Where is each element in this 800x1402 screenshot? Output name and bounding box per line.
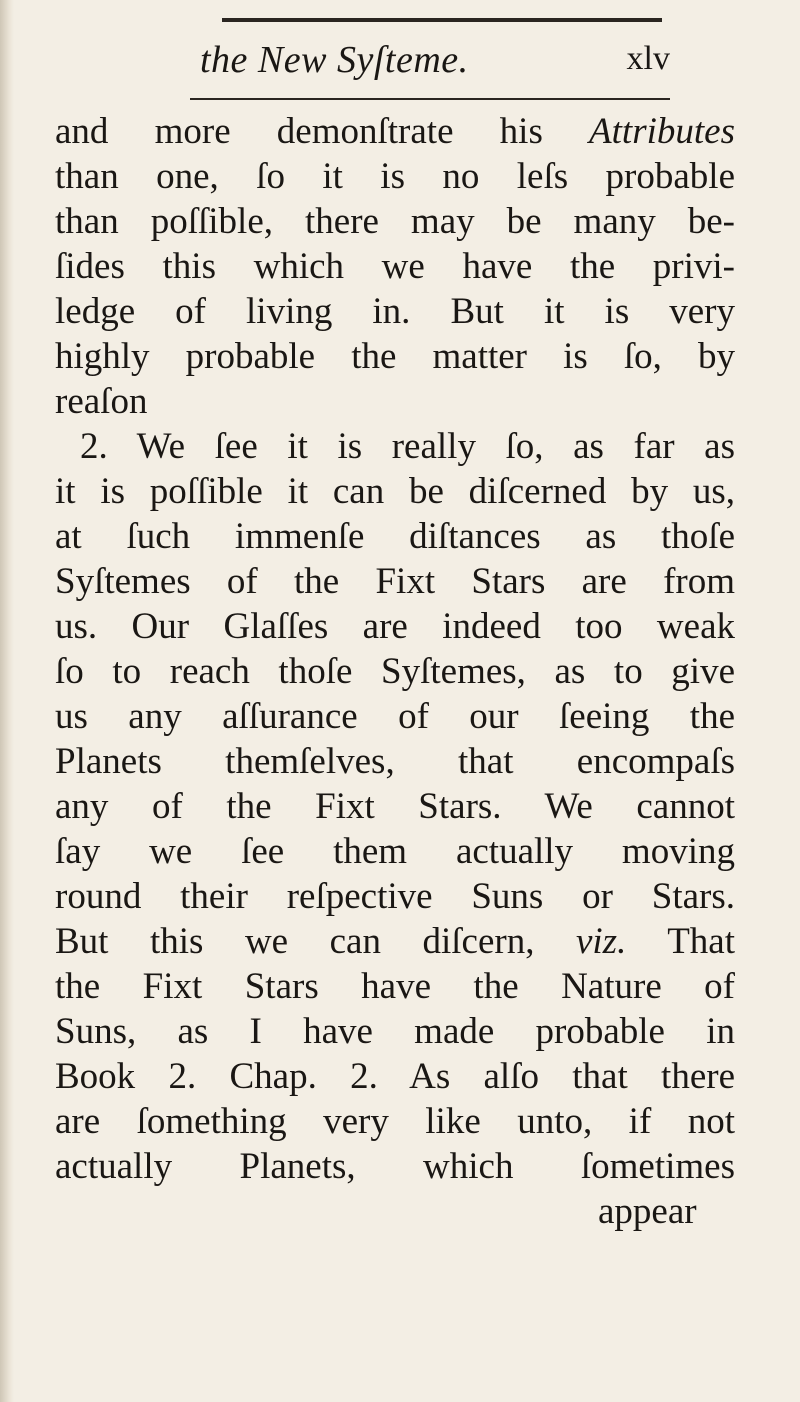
header-rule (190, 98, 670, 100)
text-line-6: highly probable the matter is ſo, by (55, 336, 735, 377)
text-line-10: at ſuch immenſe diſtances as thoſe (55, 516, 735, 557)
catchword: appear (598, 1191, 697, 1232)
text-line-16: any of the Fixt Stars. We cannot (55, 786, 735, 827)
text-line-8: 2. We ſee it is really ſo, as far as (80, 426, 735, 467)
text-line-5: ledge of living in. But it is very (55, 291, 735, 332)
text-line-20: the Fixt Stars have the Nature of (55, 966, 735, 1007)
text-line-4: ſides this which we have the privi- (55, 246, 735, 287)
text-line-2: than one, ſo it is no leſs probable (55, 156, 735, 197)
text-line-9: it is poſſible it can be diſcerned by us, (55, 471, 735, 512)
page-number: xlv (626, 40, 670, 77)
running-title: the New Syſteme. (200, 39, 469, 81)
text-line-15: Planets themſelves, that encompaſs (55, 741, 735, 782)
text-line-19: But this we can diſcern, viz. That (55, 921, 735, 962)
text-line-17: ſay we ſee them actually moving (55, 831, 735, 872)
viz-italic: viz. (575, 921, 627, 962)
text-line-13: ſo to reach thoſe Syſtemes, as to give (55, 651, 735, 692)
text-line-23: are ſomething very like unto, if not (55, 1101, 735, 1142)
page-header (200, 38, 670, 98)
text-line-12: us. Our Glaſſes are indeed too weak (55, 606, 735, 647)
text-line-22: Book 2. Chap. 2. As alſo that there (55, 1056, 735, 1097)
text-line-7: reaſon (55, 381, 148, 422)
text-line-11: Syſtemes of the Fixt Stars are from (55, 561, 735, 602)
text-line-14: us any aſſurance of our ſeeing the (55, 696, 735, 737)
text-line-18: round their reſpective Suns or Stars. (55, 876, 735, 917)
top-rule (222, 18, 662, 22)
text-line-3: than poſſible, there may be many be- (55, 201, 735, 242)
binding-edge (0, 0, 14, 1402)
text-line-24: actually Planets, which ſometimes (55, 1146, 735, 1187)
text-line-1: and more demonſtrate his Attributes (55, 111, 735, 152)
attributes-italic: Attributes (589, 111, 735, 152)
text-line-21: Suns, as I have made probable in (55, 1011, 735, 1052)
